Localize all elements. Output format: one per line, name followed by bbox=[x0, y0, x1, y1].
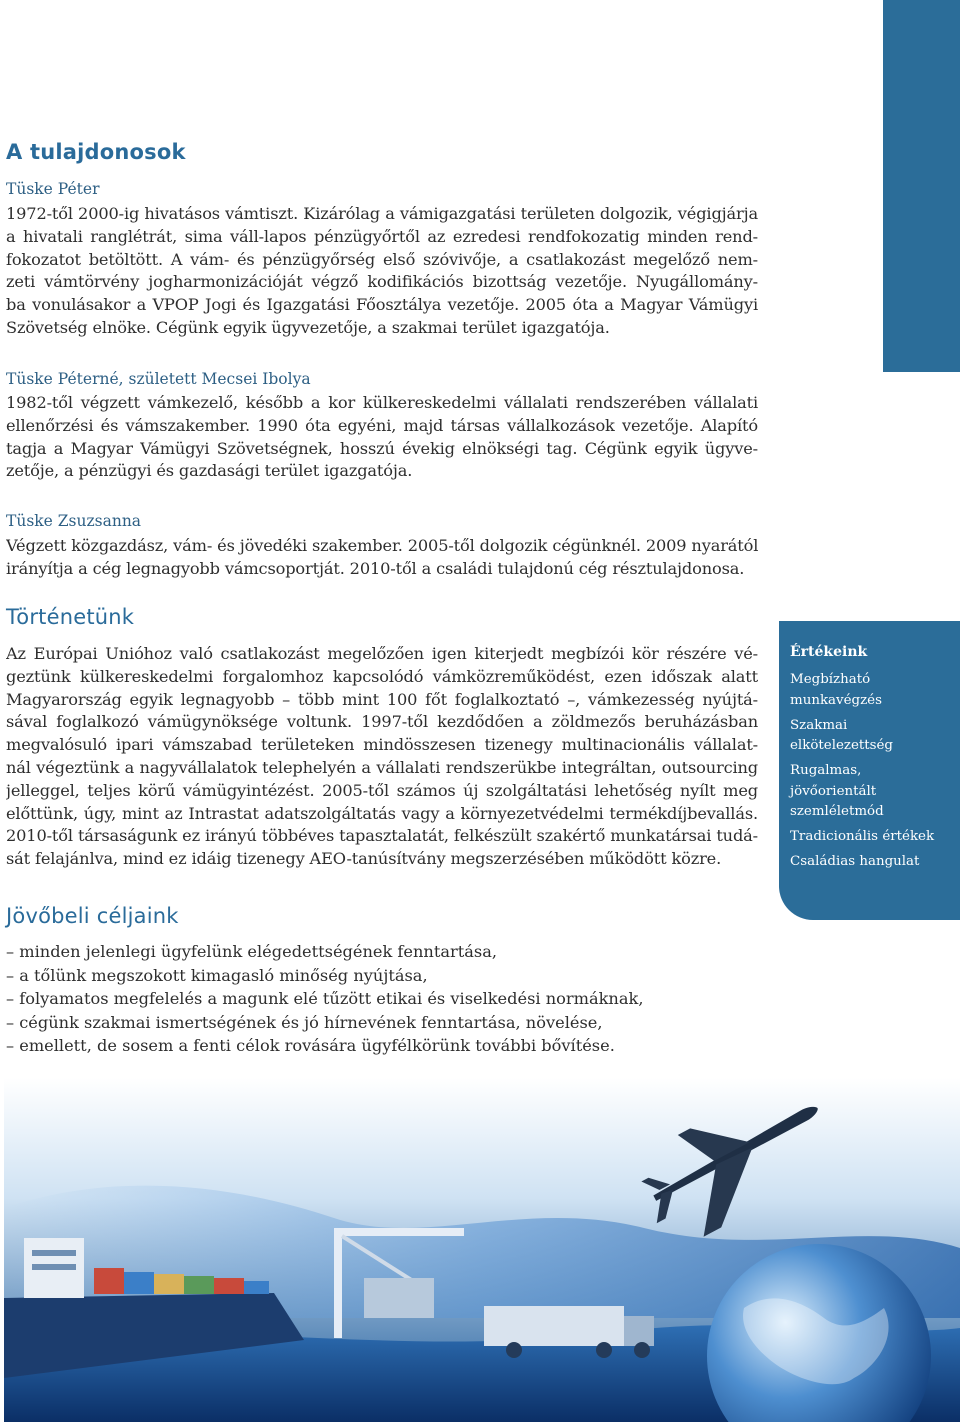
goal-item: – folyamatos megfelelés a magunk elé tűzött etikai és viselkedési normáknak, bbox=[6, 989, 644, 1008]
history-text bbox=[6, 643, 758, 871]
history-heading: Történetünk bbox=[6, 605, 135, 629]
bio-2-line: ellenőrzési és vámszakember. 1990 óta egyéni, majd társas vállalkozások vezetője. Alapító bbox=[6, 415, 758, 435]
values-list bbox=[790, 670, 956, 873]
goal-item: – cégünk szakmai ismertségének és jó hírnevének fenntartása, növelése, bbox=[6, 1012, 603, 1032]
history-line: jelleggel, teljes körű vámügyintézést. 2005-től számos új szolgáltatási lehetőség nyílt meg bbox=[6, 780, 758, 800]
value-item: Megbízható munkavégzés bbox=[790, 672, 882, 708]
person-bio-2 bbox=[6, 392, 758, 483]
person-name-3: Tüske Zsuzsanna bbox=[6, 512, 142, 530]
history-line: nál végeztünk a nagyvállalatok telephelyén a vállalati rendszerükbe integráltan, outsourcing bbox=[6, 757, 758, 777]
bio-2-line: tagja a Magyar Vámügyi Szövetségnek, hosszú évekig elnökségi tag. Cégünk egyik ügyve- bbox=[6, 438, 758, 458]
person-bio-3 bbox=[6, 535, 758, 581]
bio-1-line: zeti vámtörvény jogharmonizációját végző kodifikációs bizottság vezetője. Nyugállomány- bbox=[6, 272, 758, 292]
history-line: 2010-től társaságunk ez irányú többéves tapasztalatát, felkészült szakértő munkatársai tudá- bbox=[6, 826, 758, 846]
history-line: geztünk külkereskedelmi forgalomhoz kapcsolódó vámközreműködést, ezen időszak alatt bbox=[6, 666, 758, 686]
value-item: Családias hangulat bbox=[790, 854, 920, 869]
owners-heading: A tulajdonosok bbox=[6, 140, 186, 164]
person-name-2: Tüske Péterné, született Mecsei Ibolya bbox=[6, 370, 311, 388]
value-item: Tradicionális értékek bbox=[790, 829, 935, 844]
history-line: Az Európai Unióhoz való csatlakozást megelőzően igen kiterjedt megbízói kör részére vé- bbox=[6, 644, 758, 663]
values-title: Értékeink bbox=[790, 644, 868, 660]
history-line: előttünk, úgy, mint az Intrastat adatszolgáltatás vagy a környezetvédelmi termékdíjbevallás. bbox=[6, 803, 758, 823]
values-box bbox=[779, 621, 960, 920]
decorative-blue-bar bbox=[883, 0, 960, 372]
logistics-hero-image bbox=[4, 1078, 960, 1422]
goal-item: – minden jelenlegi ügyfelünk elégedettségének fenntartása, bbox=[6, 942, 498, 961]
history-line: Magyarország egyik legnagyobb – több mint 100 főt foglalkoztató –, vámkezesség nyújtá- bbox=[6, 689, 758, 709]
history-line: megvalósuló ipari vámszabad területeken mindösszesen tizenegy multinacionális vállalat- bbox=[6, 735, 758, 755]
bio-3-line: Végzett közgazdász, vám- és jövedéki szakember. 2005-től dolgozik cégünknél. 2009 nyarától bbox=[6, 536, 758, 555]
goals-list bbox=[6, 940, 643, 1058]
history-line: sát felajánlva, mind ez idáig tizenegy AEO-tanúsítvány megszerzésében működött közre. bbox=[6, 849, 722, 869]
bio-1-line: ba vonulásakor a VPOP Jogi és Igazgatási Főosztálya vezetője. 2005 óta a Magyar Vámügyi bbox=[6, 295, 758, 315]
value-item: Rugalmas, jövőorientált szemléletmód bbox=[790, 763, 884, 819]
bio-1-line: 1972-től 2000-ig hivatásos vámtiszt. Kizárólag a vámigazgatási területen dolgozik, végigjárja bbox=[6, 204, 758, 223]
bio-2-line: 1982-től végzett vámkezelő, később a kor külkereskedelmi vállalati rendszerében vállalati bbox=[6, 393, 758, 412]
bio-3-line: irányítja a cég legnagyobb vámcsoportját. 2010-től a családi tulajdonú cég résztulajdonosa. bbox=[6, 558, 745, 578]
goal-item: – a tőlünk megszokott kimagasló minőség nyújtása, bbox=[6, 965, 428, 985]
bio-1-line: Szövetség elnöke. Cégünk egyik ügyvezetője, a szakmai terület igazgatója. bbox=[6, 317, 610, 337]
goals-heading: Jövőbeli céljaink bbox=[6, 904, 179, 928]
person-bio-1 bbox=[6, 203, 758, 340]
bio-1-line: a hivatali ranglétrát, sima váll-lapos pénzügyőrtől az ezredesi rendfokozatig minden rend- bbox=[6, 226, 758, 246]
goal-item: – emellett, de sosem a fenti célok rovására ügyfélkörünk további bővítése. bbox=[6, 1036, 615, 1055]
value-item: Szakmai elkötelezettség bbox=[790, 717, 894, 753]
person-name-1: Tüske Péter bbox=[6, 180, 100, 198]
bio-2-line: zetője, a pénzügyi és gazdasági terület igazgatója. bbox=[6, 461, 413, 481]
history-line: sával foglalkozó vámügynöksége voltunk. 1997-től kezdődően a zöldmezős beruházásban bbox=[6, 712, 758, 732]
bio-1-line: fokozatot betöltött. A vám- és pénzügyőrség első szóvivője, a csatlakozást megelőző nem- bbox=[6, 249, 758, 269]
